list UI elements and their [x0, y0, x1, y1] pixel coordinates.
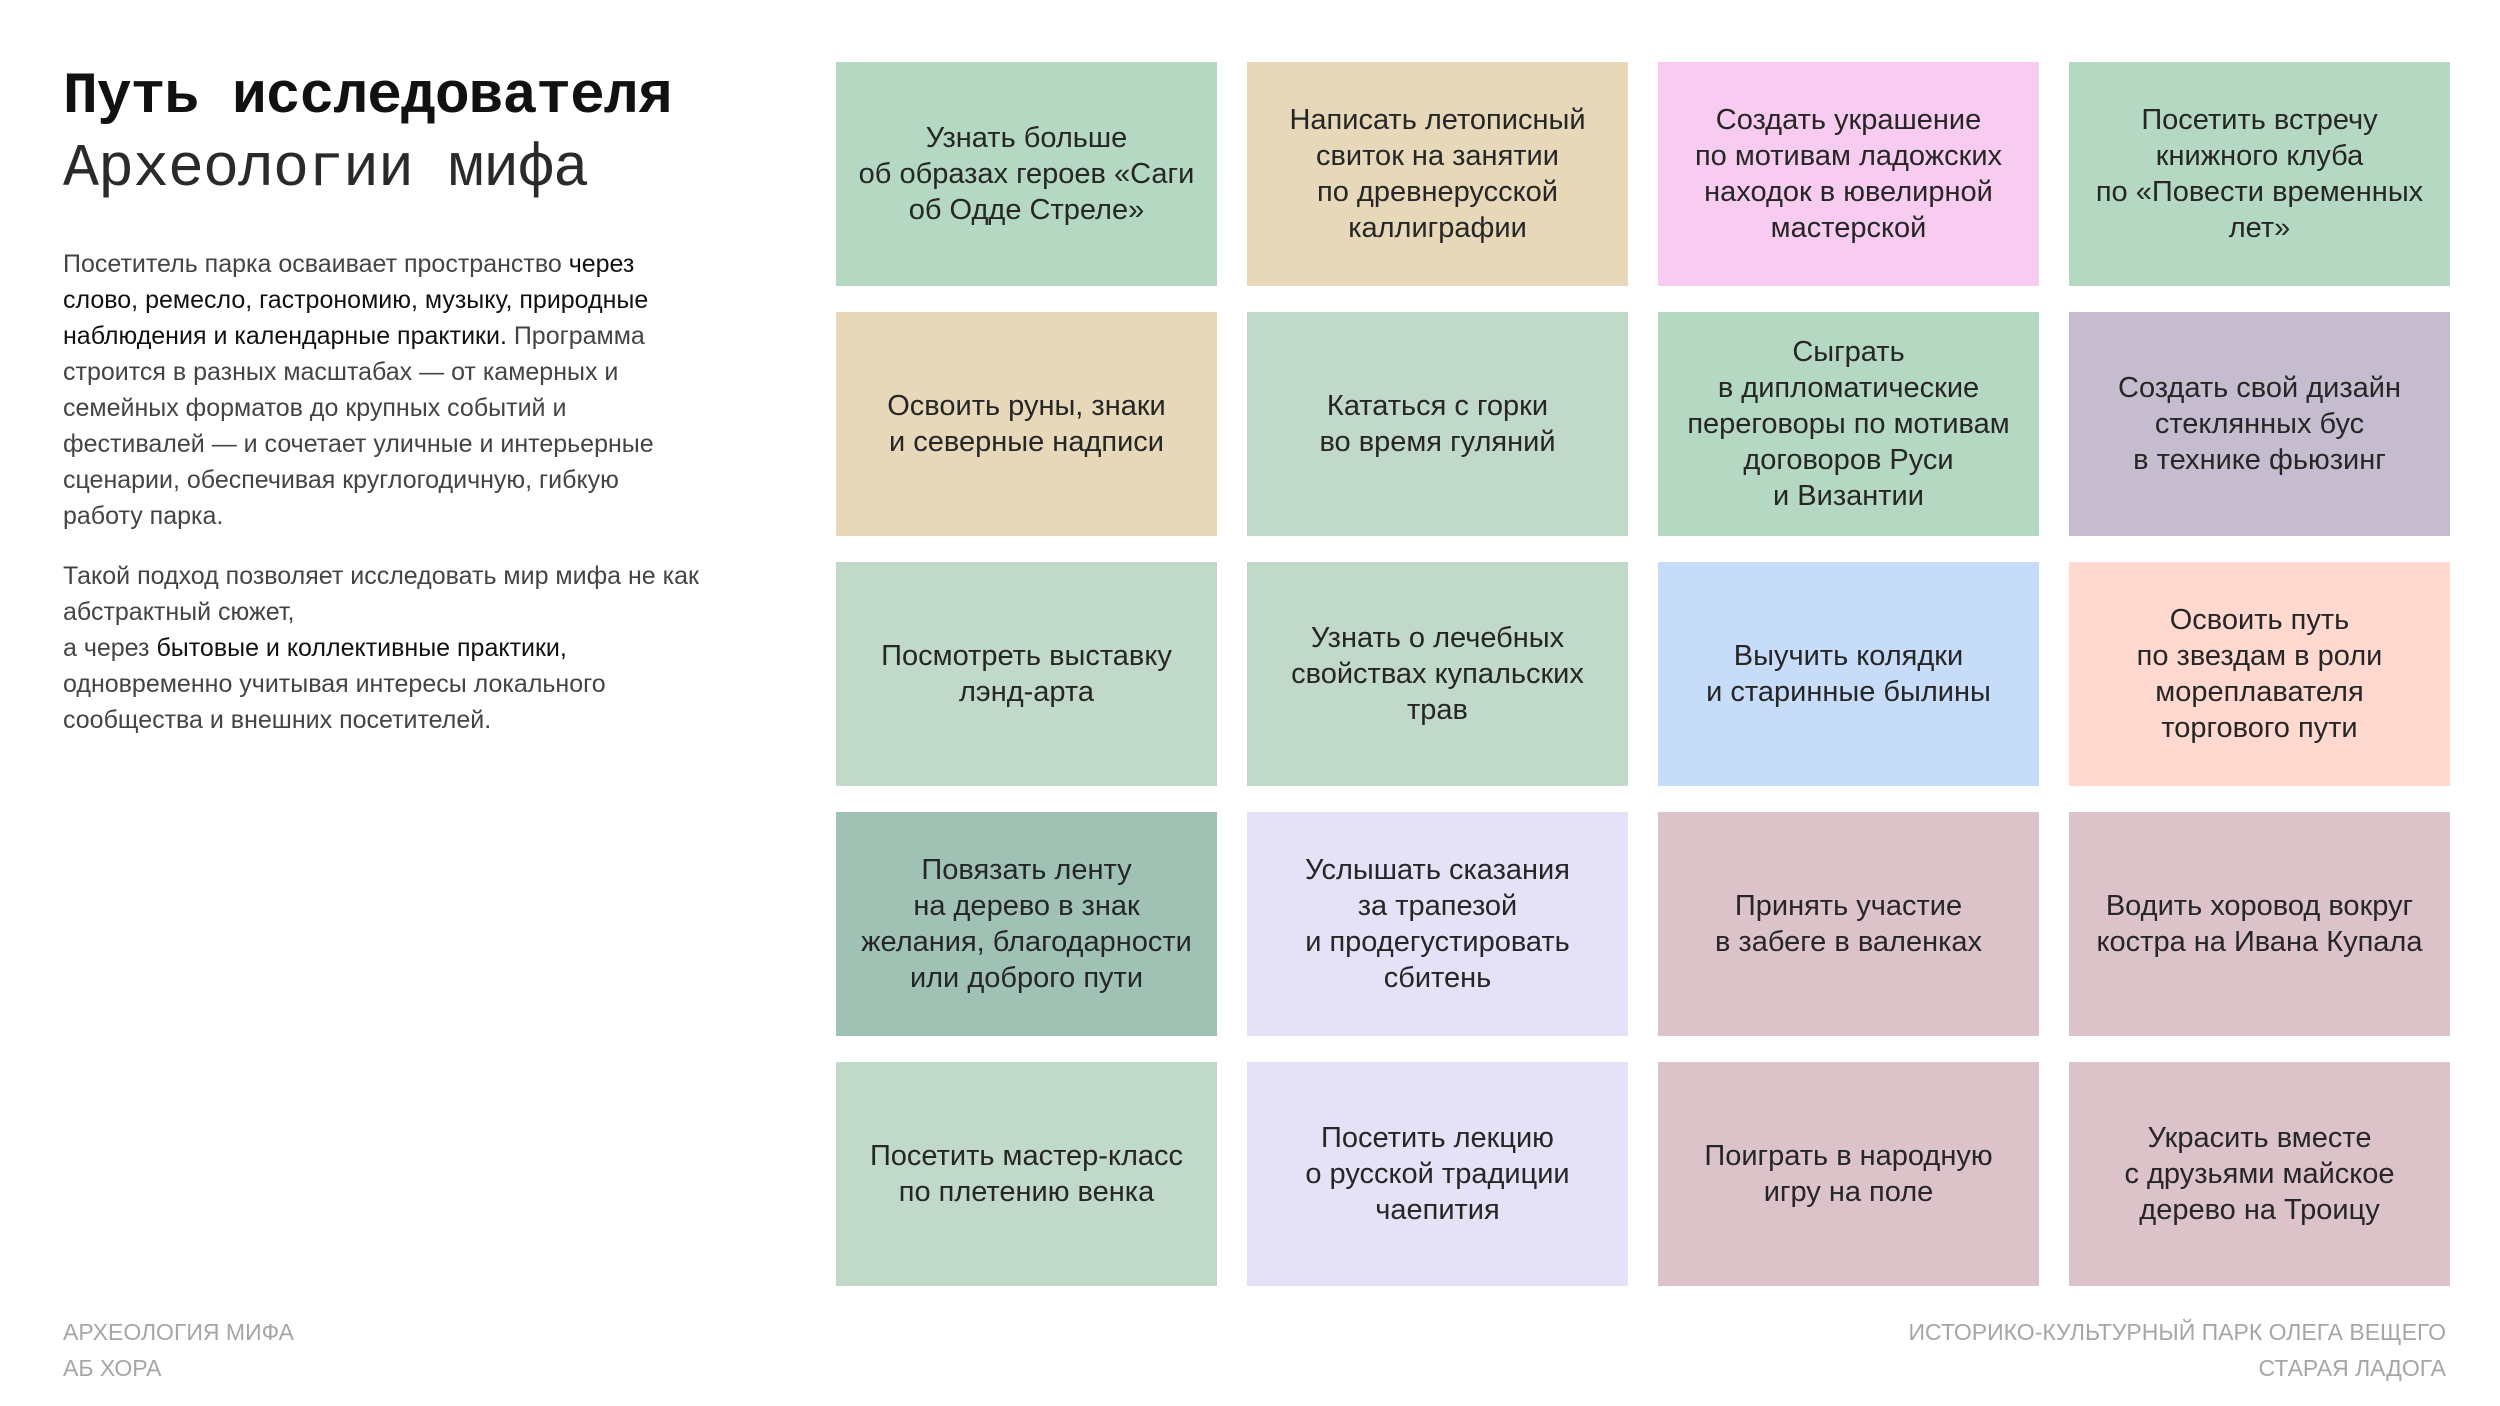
- body-text: Посетитель парка осваивает пространство: [63, 250, 569, 278]
- activity-card: Услышать сказания за трапезой и продегустировать сбитень: [1247, 812, 1628, 1036]
- activity-card: Принять участие в забеге в валенках: [1658, 812, 2039, 1036]
- page-subtitle: Археологии мифа: [63, 136, 589, 204]
- activity-card: Повязать ленту на дерево в знак желания, благодарности или доброго пути: [836, 812, 1217, 1036]
- emphasis-text: через слово, ремесло, гастрономию, музыку, природные наблюдения и календарные практики.: [63, 250, 649, 350]
- activity-card: Создать украшение по мотивам ладожских находок в ювелирной мастерской: [1658, 62, 2039, 286]
- activity-card: Посетить встречу книжного клуба по «Повести временных лет»: [2069, 62, 2450, 286]
- intro-paragraph-2: [63, 558, 703, 738]
- activity-card: Посмотреть выставку лэнд-арта: [836, 562, 1217, 786]
- emphasis-text: бытовые и коллективные практики,: [156, 634, 567, 662]
- activity-card: Сыграть в дипломатические переговоры по мотивам договоров Руси и Византии: [1658, 312, 2039, 536]
- intro-paragraph-1: [63, 246, 663, 534]
- activity-card: Создать свой дизайн стеклянных бус в технике фьюзинг: [2069, 312, 2450, 536]
- body-text: Такой подход позволяет исследовать мир мифа не как абстрактный сюжет,: [63, 562, 699, 626]
- activity-card: Выучить колядки и старинные былины: [1658, 562, 2039, 786]
- footer-author: АБ ХОРА: [63, 1355, 162, 1381]
- activity-card: Освоить путь по звездам в роли мореплавателя торгового пути: [2069, 562, 2450, 786]
- footer-right: [1909, 1314, 2446, 1386]
- activity-card: Поиграть в народную игру на поле: [1658, 1062, 2039, 1286]
- footer-location: СТАРАЯ ЛАДОГА: [2258, 1355, 2446, 1381]
- activity-card: Написать летописный свиток на занятии по древнерусской каллиграфии: [1247, 62, 1628, 286]
- intro-panel: [63, 62, 783, 738]
- page-title: Путь исследователя: [63, 65, 672, 130]
- body-text: одновременно учитывая интересы локального сообщества и внешних посетителей.: [63, 670, 606, 734]
- activity-card: Узнать больше об образах героев «Саги об Одде Стреле»: [836, 62, 1217, 286]
- activity-card: Посетить лекцию о русской традиции чаепития: [1247, 1062, 1628, 1286]
- activity-card: Узнать о лечебных свойствах купальских трав: [1247, 562, 1628, 786]
- footer-park-name: ИСТОРИКО-КУЛЬТУРНЫЙ ПАРК ОЛЕГА ВЕЩЕГО: [1908, 1319, 2446, 1345]
- body-text: Программа строится в разных масштабах — от камерных и семейных форматов до крупных событий и фестивалей — и сочетает уличные и интерьерные сценарии, обеспечивая круглогодичную, гибкую работу парка.: [63, 322, 654, 530]
- footer-left: [63, 1314, 294, 1386]
- activity-card: Украсить вместе с друзьями майское дерево на Троицу: [2069, 1062, 2450, 1286]
- footer-project-name: АРХЕОЛОГИЯ МИФА: [63, 1319, 294, 1345]
- activity-card: Водить хоровод вокруг костра на Ивана Купала: [2069, 812, 2450, 1036]
- activity-card: Освоить руны, знаки и северные надписи: [836, 312, 1217, 536]
- body-text: а через: [63, 634, 157, 662]
- activity-card: Кататься с горки во время гуляний: [1247, 312, 1628, 536]
- activity-card: Посетить мастер-класс по плетению венка: [836, 1062, 1217, 1286]
- activity-grid: [836, 62, 2450, 1286]
